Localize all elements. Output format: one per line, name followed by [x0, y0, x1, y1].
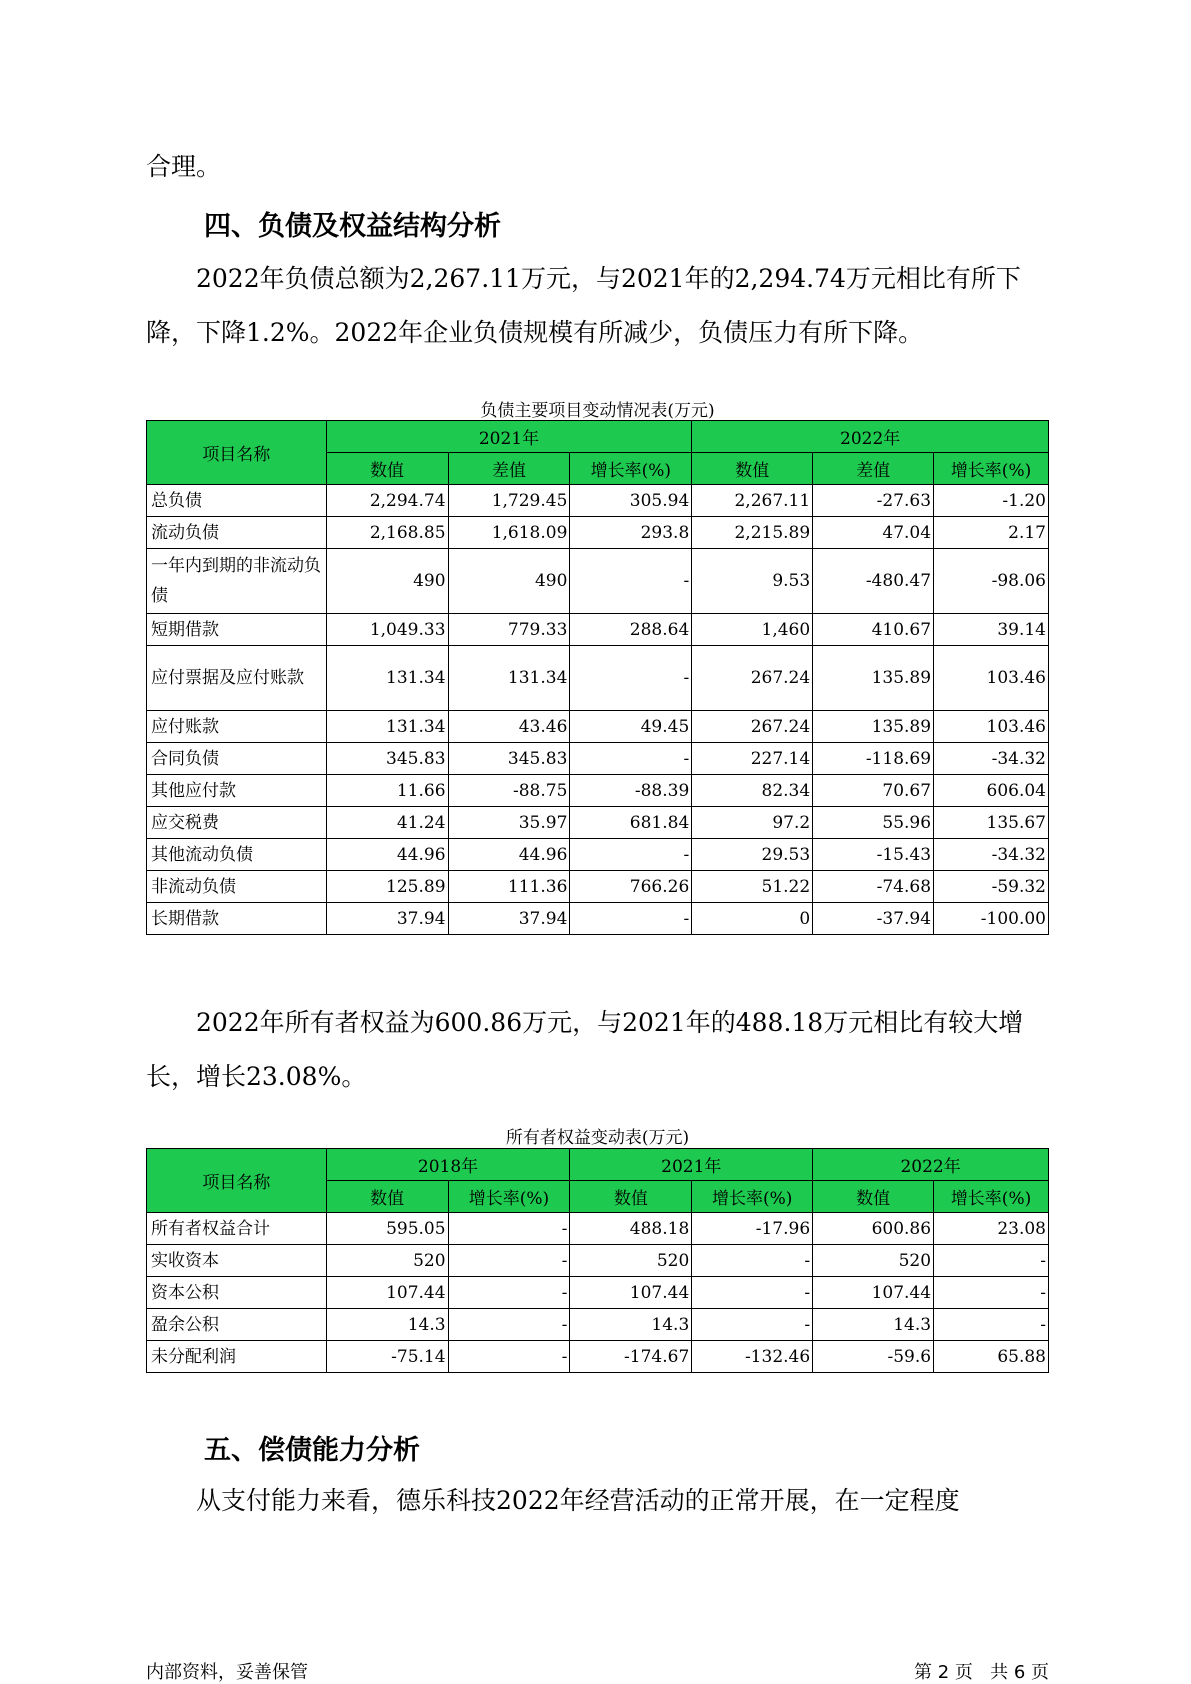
- cell: 11.66: [326, 775, 448, 807]
- cell: 766.26: [570, 871, 692, 903]
- row-name: 总负债: [147, 485, 327, 517]
- row-name: 非流动负债: [147, 871, 327, 903]
- cell: -: [692, 1245, 813, 1277]
- table-row: [147, 1277, 1049, 1309]
- table-row: [147, 517, 1049, 549]
- cell: -: [934, 1277, 1049, 1309]
- table2-header-row: [147, 1149, 1049, 1181]
- cell: 1,729.45: [448, 485, 570, 517]
- table1-col-value: 数值: [692, 453, 813, 485]
- row-name: 其他流动负债: [147, 839, 327, 871]
- cell: 37.94: [326, 903, 448, 935]
- table1-col-rate: 增长率(%): [570, 453, 692, 485]
- cell: -74.68: [813, 871, 934, 903]
- cell: -100.00: [934, 903, 1049, 935]
- cell: -480.47: [813, 549, 934, 614]
- cell: -1.20: [934, 485, 1049, 517]
- footer-page-number: 第 2 页 共 6 页: [914, 1662, 1049, 1683]
- table2-caption: 所有者权益变动表(万元): [505, 1128, 690, 1148]
- row-name: 短期借款: [147, 614, 327, 646]
- table-row: [147, 646, 1049, 711]
- table2-item-header: 项目名称: [147, 1149, 327, 1213]
- table-row: [147, 711, 1049, 743]
- table1-col-diff: 差值: [448, 453, 570, 485]
- cell: 227.14: [692, 743, 813, 775]
- cell: 135.67: [934, 807, 1049, 839]
- cell: 47.04: [813, 517, 934, 549]
- cell: 131.34: [326, 646, 448, 711]
- table1-caption: 负债主要项目变动情况表(万元): [480, 401, 715, 421]
- cell: 125.89: [326, 871, 448, 903]
- cell: -118.69: [813, 743, 934, 775]
- equity-table: [146, 1148, 1049, 1373]
- cell: -27.63: [813, 485, 934, 517]
- table-row: [147, 903, 1049, 935]
- table1-year-a-header: 2021年: [326, 421, 692, 453]
- table-row: [147, 549, 1049, 614]
- cell: 267.24: [692, 711, 813, 743]
- cell: 520: [813, 1245, 934, 1277]
- table1-item-header: 项目名称: [147, 421, 327, 485]
- cell: 49.45: [570, 711, 692, 743]
- cell: -37.94: [813, 903, 934, 935]
- cell: 779.33: [448, 614, 570, 646]
- cell: 131.34: [326, 711, 448, 743]
- paragraph-equity: 2022年所有者权益为600.86万元，与2021年的488.18万元相比有较大增长，增长23.08%。: [146, 1008, 1024, 1091]
- cell: -98.06: [934, 549, 1049, 614]
- cell: -: [448, 1341, 570, 1373]
- cell: 39.14: [934, 614, 1049, 646]
- cell: 131.34: [448, 646, 570, 711]
- cell: 490: [326, 549, 448, 614]
- row-name: 资本公积: [147, 1277, 327, 1309]
- cell: 35.97: [448, 807, 570, 839]
- table2-col-value: 数值: [813, 1181, 934, 1213]
- footer-confidential: 内部资料，妥善保管: [146, 1662, 308, 1683]
- table2-col-rate: 增长率(%): [934, 1181, 1049, 1213]
- table1-col-value: 数值: [326, 453, 448, 485]
- cell: 65.88: [934, 1341, 1049, 1373]
- cell: 2,294.74: [326, 485, 448, 517]
- cell: 70.67: [813, 775, 934, 807]
- cell: -75.14: [326, 1341, 448, 1373]
- cell: 9.53: [692, 549, 813, 614]
- row-name: 盈余公积: [147, 1309, 327, 1341]
- cell: 111.36: [448, 871, 570, 903]
- cell: -17.96: [692, 1213, 813, 1245]
- cell: 103.46: [934, 711, 1049, 743]
- cell: 55.96: [813, 807, 934, 839]
- table-row: [147, 485, 1049, 517]
- cell: 14.3: [813, 1309, 934, 1341]
- paragraph-liabilities: 2022年负债总额为2,267.11万元，与2021年的2,294.74万元相比有所下降，下降1.2%。2022年企业负债规模有所减少，负债压力有所下降。: [146, 264, 1021, 347]
- table-row: [147, 871, 1049, 903]
- cell: -: [448, 1277, 570, 1309]
- table-row: [147, 743, 1049, 775]
- row-name: 未分配利润: [147, 1341, 327, 1373]
- cell: -: [570, 549, 692, 614]
- cell: 107.44: [326, 1277, 448, 1309]
- cell: -: [570, 743, 692, 775]
- cell: -: [570, 903, 692, 935]
- paragraph-solvency: 从支付能力来看，德乐科技2022年经营活动的正常开展，在一定程度: [196, 1486, 960, 1515]
- cell: 490: [448, 549, 570, 614]
- cell: 44.96: [326, 839, 448, 871]
- row-name: 一年内到期的非流动负债: [147, 549, 327, 614]
- cell: 267.24: [692, 646, 813, 711]
- cell: -: [448, 1245, 570, 1277]
- row-name: 合同负债: [147, 743, 327, 775]
- cell: -: [570, 646, 692, 711]
- row-name: 流动负债: [147, 517, 327, 549]
- table2-col-rate: 增长率(%): [448, 1181, 570, 1213]
- cell: -: [448, 1309, 570, 1341]
- cell: 2.17: [934, 517, 1049, 549]
- cell: 29.53: [692, 839, 813, 871]
- cell: -34.32: [934, 839, 1049, 871]
- cell: 43.46: [448, 711, 570, 743]
- cell: 2,168.85: [326, 517, 448, 549]
- cell: 103.46: [934, 646, 1049, 711]
- cell: 595.05: [326, 1213, 448, 1245]
- cell: 520: [570, 1245, 692, 1277]
- table-row: [147, 807, 1049, 839]
- cell: -15.43: [813, 839, 934, 871]
- cell: 51.22: [692, 871, 813, 903]
- cell: 1,460: [692, 614, 813, 646]
- cell: 600.86: [813, 1213, 934, 1245]
- cell: 97.2: [692, 807, 813, 839]
- cell: 345.83: [448, 743, 570, 775]
- cell: 305.94: [570, 485, 692, 517]
- row-name: 其他应付款: [147, 775, 327, 807]
- row-name: 长期借款: [147, 903, 327, 935]
- cell: 2,267.11: [692, 485, 813, 517]
- cell: -174.67: [570, 1341, 692, 1373]
- section-heading-4: 四、负债及权益结构分析: [204, 211, 501, 242]
- row-name: 应交税费: [147, 807, 327, 839]
- cell: 2,215.89: [692, 517, 813, 549]
- row-name: 实收资本: [147, 1245, 327, 1277]
- cell: 14.3: [326, 1309, 448, 1341]
- cell: 14.3: [570, 1309, 692, 1341]
- cell: 606.04: [934, 775, 1049, 807]
- cell: 345.83: [326, 743, 448, 775]
- cell: 0: [692, 903, 813, 935]
- cell: 293.8: [570, 517, 692, 549]
- liabilities-table: [146, 420, 1049, 935]
- cell: -: [570, 839, 692, 871]
- table1-year-b-header: 2022年: [692, 421, 1049, 453]
- cell: 135.89: [813, 711, 934, 743]
- cell: 1,049.33: [326, 614, 448, 646]
- table2-year-a-header: 2018年: [326, 1149, 570, 1181]
- cell: 23.08: [934, 1213, 1049, 1245]
- table-row: [147, 1341, 1049, 1373]
- cell: -59.6: [813, 1341, 934, 1373]
- table-row: [147, 614, 1049, 646]
- row-name: 所有者权益合计: [147, 1213, 327, 1245]
- table-row: [147, 1245, 1049, 1277]
- cell: 288.64: [570, 614, 692, 646]
- cell: 82.34: [692, 775, 813, 807]
- cell: 107.44: [570, 1277, 692, 1309]
- cell: -: [934, 1309, 1049, 1341]
- paragraph-continuation: 合理。: [146, 152, 222, 181]
- cell: -88.75: [448, 775, 570, 807]
- cell: -: [692, 1309, 813, 1341]
- cell: -: [934, 1245, 1049, 1277]
- cell: 41.24: [326, 807, 448, 839]
- table1-header-row: [147, 421, 1049, 453]
- cell: 410.67: [813, 614, 934, 646]
- cell: 681.84: [570, 807, 692, 839]
- table-row: [147, 839, 1049, 871]
- cell: -34.32: [934, 743, 1049, 775]
- cell: -88.39: [570, 775, 692, 807]
- section-heading-5: 五、偿债能力分析: [204, 1435, 420, 1466]
- cell: -132.46: [692, 1341, 813, 1373]
- cell: 37.94: [448, 903, 570, 935]
- table1-col-rate: 增长率(%): [934, 453, 1049, 485]
- table2-col-value: 数值: [326, 1181, 448, 1213]
- table2-col-rate: 增长率(%): [692, 1181, 813, 1213]
- table-row: [147, 1213, 1049, 1245]
- table2-year-b-header: 2021年: [570, 1149, 813, 1181]
- cell: 488.18: [570, 1213, 692, 1245]
- cell: 107.44: [813, 1277, 934, 1309]
- cell: 135.89: [813, 646, 934, 711]
- table-row: [147, 1309, 1049, 1341]
- cell: 1,618.09: [448, 517, 570, 549]
- table2-year-c-header: 2022年: [813, 1149, 1049, 1181]
- cell: 520: [326, 1245, 448, 1277]
- table2-col-value: 数值: [570, 1181, 692, 1213]
- row-name: 应付账款: [147, 711, 327, 743]
- cell: 44.96: [448, 839, 570, 871]
- row-name: 应付票据及应付账款: [147, 646, 327, 711]
- cell: -: [692, 1277, 813, 1309]
- table-row: [147, 775, 1049, 807]
- cell: -59.32: [934, 871, 1049, 903]
- table1-col-diff: 差值: [813, 453, 934, 485]
- cell: -: [448, 1213, 570, 1245]
